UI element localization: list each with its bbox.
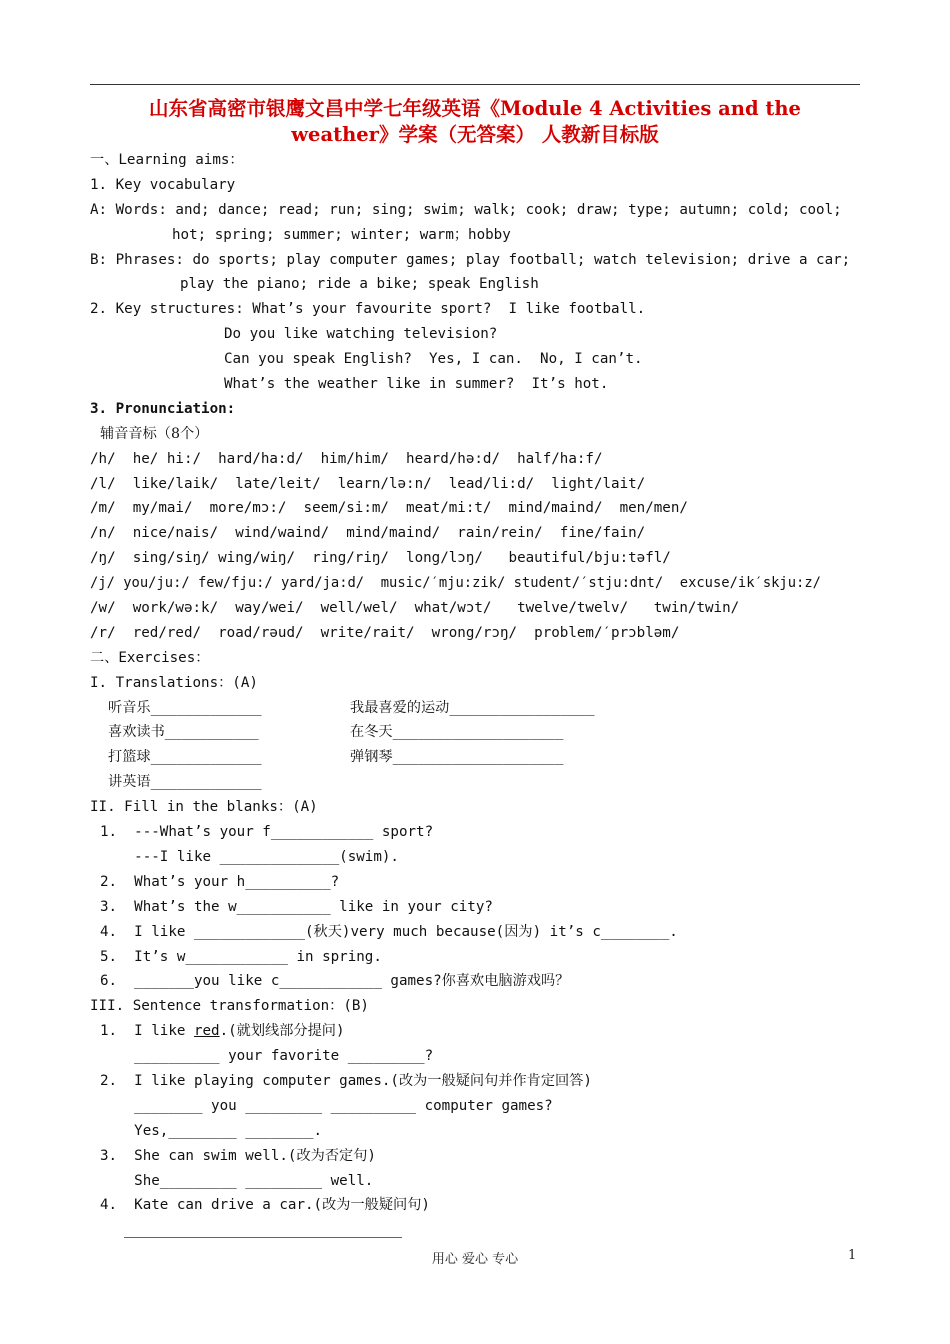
aims-heading: 一、Learning aims： bbox=[90, 152, 244, 168]
transform-line: 2. I like playing computer games.(改为一般疑问句并作肯定回答) bbox=[100, 1072, 592, 1089]
words-line-1: A: Words: and; dance; read; run; sing; swim; walk; cook; draw; type; autumn; cold; cool; bbox=[90, 201, 842, 218]
answer-line bbox=[124, 1237, 402, 1238]
title-line-1: 山东省高密市银鹰文昌中学七年级英语《Module 4 Activities and the bbox=[149, 97, 801, 120]
page-number: 1 bbox=[848, 1248, 857, 1263]
document-title bbox=[90, 96, 860, 148]
transform-line: She_________ _________ well. bbox=[100, 1172, 374, 1189]
transform-q1-prefix: 1. I like bbox=[100, 1023, 194, 1040]
fill-line: 3. What’s the w___________ like in your city? bbox=[100, 898, 493, 915]
translation-item: 讲英语_____________ bbox=[108, 774, 262, 791]
transform-line: ________ you _________ __________ computer games? bbox=[100, 1097, 553, 1114]
structures-line-4: What’s the weather like in summer? It’s hot. bbox=[224, 376, 609, 393]
phonetic-line: /h/ he/ hi:/ hard/ha:d/ him/him/ heard/hə:d/ half/ha:f/ bbox=[90, 450, 603, 467]
words-line-2: hot; spring; summer; winter; warm；hobby bbox=[172, 226, 511, 243]
exercises-heading: 二、Exercises： bbox=[90, 649, 210, 666]
vocab-heading: 1. Key vocabulary bbox=[90, 176, 236, 193]
translation-item: 喜欢读书___________ bbox=[108, 724, 259, 741]
translation-row bbox=[90, 770, 870, 795]
transform-line bbox=[90, 1019, 870, 1044]
structures-line-2: Do you like watching television? bbox=[224, 326, 498, 343]
translation-row bbox=[90, 696, 870, 721]
phrases-line-1: B: Phrases: do sports; play computer games; play football; watch television; drive a car; bbox=[90, 251, 851, 268]
phrases-line-2: play the piano; ride a bike; speak English bbox=[180, 276, 539, 293]
fill-line: 4. I like _____________(秋天)very much because(因为) it’s c________. bbox=[100, 923, 678, 940]
transform-line: 3. She can swim well.(改为否定句) bbox=[100, 1147, 376, 1164]
fill-line: 6. _______you like c____________ games?你喜欢电脑游戏吗？ bbox=[100, 973, 570, 990]
top-rule bbox=[90, 84, 860, 85]
structures-line-1: 2. Key structures: What’s your favourite sport? I like football. bbox=[90, 301, 646, 318]
underlined-word: red bbox=[193, 1023, 220, 1040]
transform-q1-suffix: .(就划线部分提问) bbox=[219, 1023, 345, 1040]
phonetic-line: /n/ nice/nais/ wind/waind/ mind/maind/ rain/rein/ fine/fain/ bbox=[90, 525, 646, 542]
translation-item: 打篮球_____________ bbox=[108, 749, 262, 766]
fill-line: ---I like ______________(swim). bbox=[100, 848, 399, 865]
fill-line: 1. ---What’s your f____________ sport? bbox=[100, 824, 434, 841]
structures-line-3: Can you speak English? Yes, I can. No, I can’t. bbox=[224, 351, 643, 368]
phonetic-line: /l/ like/laik/ late/leit/ learn/lə:n/ lead/li:d/ light/lait/ bbox=[90, 475, 646, 492]
page-footer: 用心 爱心 专心 bbox=[431, 1252, 519, 1267]
title-line-2: weather》学案（无答案） 人教新目标版 bbox=[291, 123, 659, 146]
pronunciation-subheading: 辅音音标（8个） bbox=[100, 425, 209, 442]
document-body bbox=[90, 148, 870, 1218]
phonetic-line: /w/ work/wə:k/ way/wei/ well/wel/ what/wɔt/ twelve/twelv/ twin/twin/ bbox=[90, 600, 740, 617]
translation-row bbox=[90, 745, 870, 770]
pronunciation-heading: 3. Pronunciation: bbox=[90, 400, 236, 417]
translation-row bbox=[90, 720, 870, 745]
translation-item: 在冬天____________________ bbox=[350, 724, 564, 741]
transformation-heading: III. Sentence transformation：(B) bbox=[90, 998, 369, 1015]
transform-line: Yes,________ ________. bbox=[100, 1122, 323, 1139]
transform-line: __________ your favorite _________? bbox=[100, 1048, 434, 1065]
phonetic-line: /ŋ/ sing/siŋ/ wing/wiŋ/ ring/riŋ/ long/lɔŋ/ beautiful/bju:təfl/ bbox=[90, 550, 671, 567]
translations-heading: I. Translations：(A) bbox=[90, 674, 258, 691]
translation-item: 我最喜爱的运动_________________ bbox=[350, 699, 595, 716]
fill-line: 2. What’s your h__________? bbox=[100, 873, 340, 890]
transform-line: 4. Kate can drive a car.(改为一般疑问句) bbox=[100, 1197, 430, 1214]
phonetic-line: /j/ you/ju:/ few/fju:/ yard/ja:d/ music/′mju:zik/ student/′stju:dnt/ excuse/ik′skju:z/ bbox=[90, 575, 821, 592]
phonetic-line: /m/ my/mai/ more/mɔ:/ seem/si:m/ meat/mi:t/ mind/maind/ men/men/ bbox=[90, 500, 688, 517]
translation-item: 弹钢琴____________________ bbox=[350, 749, 564, 766]
fill-blanks-heading: II. Fill in the blanks：(A) bbox=[90, 799, 318, 816]
translation-item: 听音乐_____________ bbox=[108, 699, 262, 716]
phonetic-line: /r/ red/red/ road/rəud/ write/rait/ wrong/rɔŋ/ problem/′prɔbləm/ bbox=[90, 624, 680, 641]
fill-line: 5. It’s w____________ in spring. bbox=[100, 948, 382, 965]
